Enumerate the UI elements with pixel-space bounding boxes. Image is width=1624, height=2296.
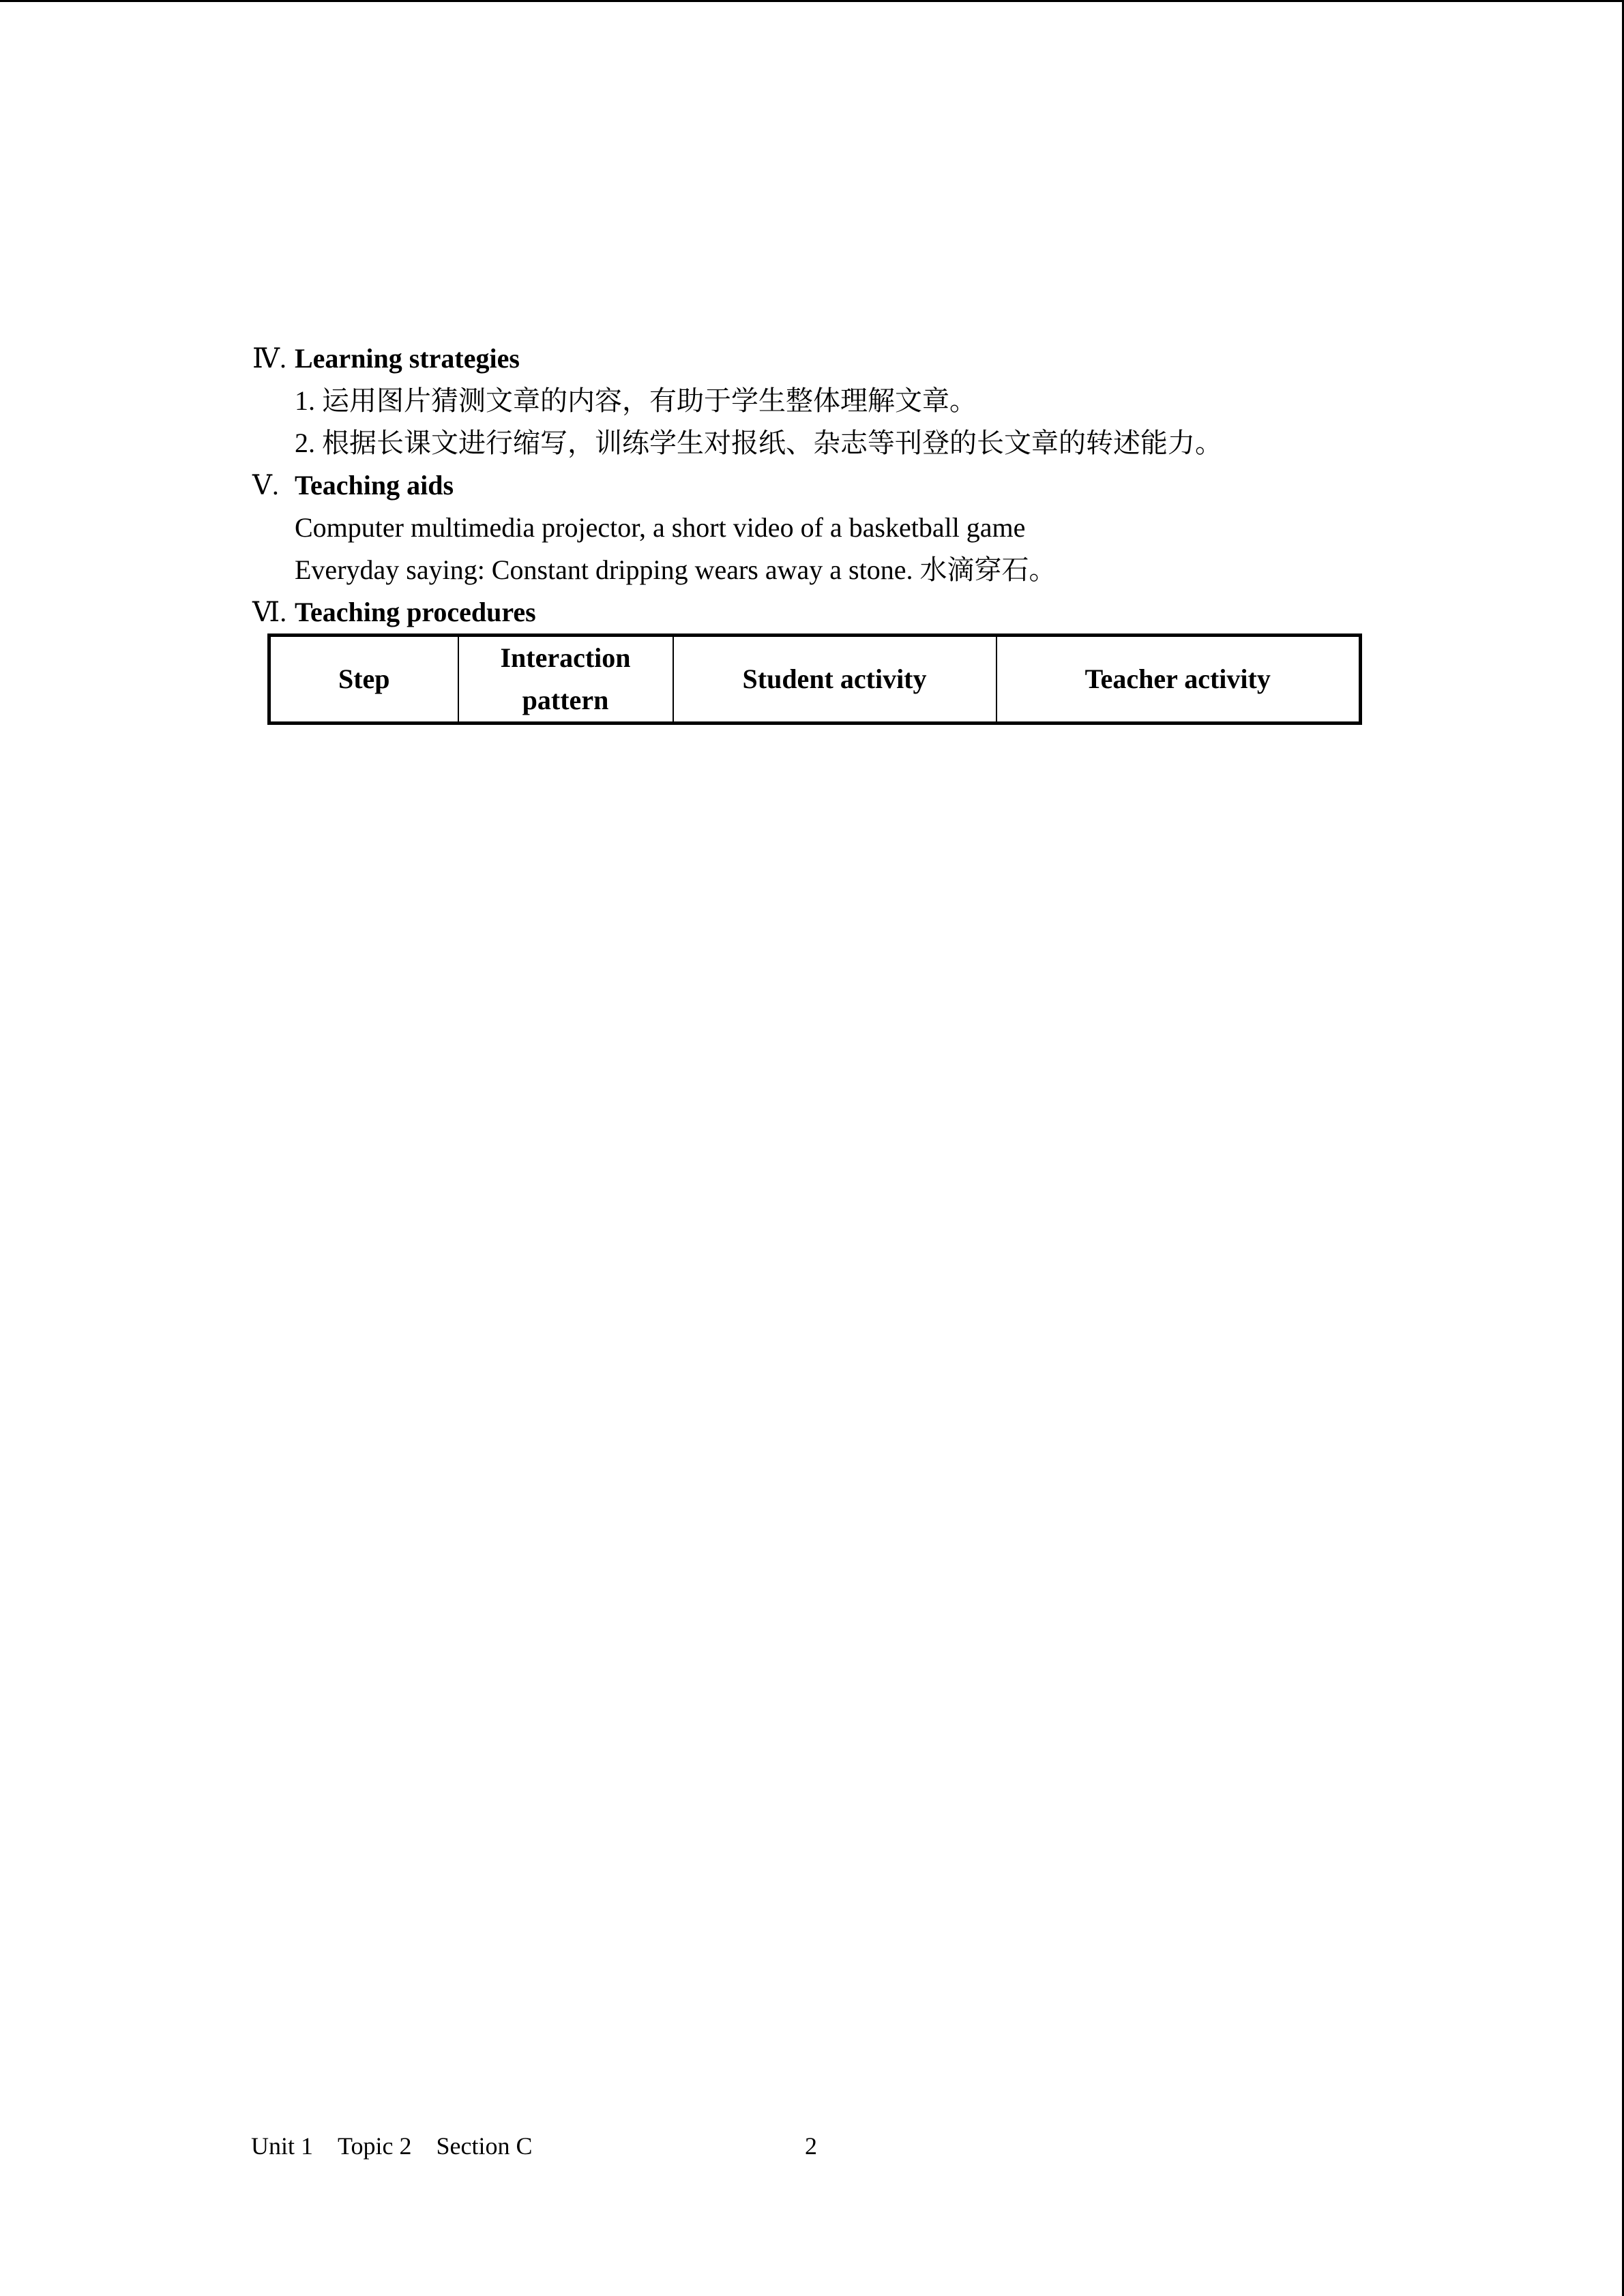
section-heading-teaching-procedures (252, 591, 1412, 633)
header-step: Step (269, 636, 458, 724)
section-title: Teaching aids (295, 470, 454, 501)
section-numeral: Ⅳ. (252, 343, 286, 374)
table-header-row (269, 636, 1361, 724)
header-interaction-line1: Interaction (500, 642, 631, 673)
footer-section: Section C (436, 2132, 533, 2160)
teaching-aid-line-2: Everyday saying: Constant dripping wears away a stone. 水滴穿石。 (295, 554, 1057, 585)
section-numeral: Ⅴ. (252, 470, 279, 501)
footer-topic: Topic 2 (338, 2132, 412, 2160)
teaching-aid-line-1: Computer multimedia projector, a short video of a basketball game (295, 512, 1026, 543)
section-heading-teaching-aids (252, 464, 1412, 507)
section-numeral: Ⅵ. (252, 597, 287, 627)
header-teacher-activity: Teacher activity (996, 636, 1361, 724)
footer-unit: Unit 1 (251, 2132, 314, 2160)
procedures-table-wrapper (267, 633, 1412, 725)
section-title: Learning strategies (295, 343, 520, 374)
header-interaction-pattern (458, 636, 673, 724)
header-student-activity: Student activity (673, 636, 996, 724)
document-body (252, 338, 1412, 725)
procedures-table (267, 633, 1362, 725)
strategy-item-2: 2. 根据长课文进行缩写，训练学生对报纸、杂志等刊登的长文章的转述能力。 (295, 428, 1222, 458)
page-top-border (0, 0, 1624, 2)
strategy-item-1: 1. 运用图片猜测文章的内容，有助于学生整体理解文章。 (295, 385, 977, 416)
page-number: 2 (805, 2132, 817, 2160)
page-footer (251, 2129, 532, 2163)
header-interaction-line2: pattern (522, 685, 609, 715)
section-heading-learning-strategies (252, 338, 1412, 380)
section-title: Teaching procedures (295, 597, 536, 627)
